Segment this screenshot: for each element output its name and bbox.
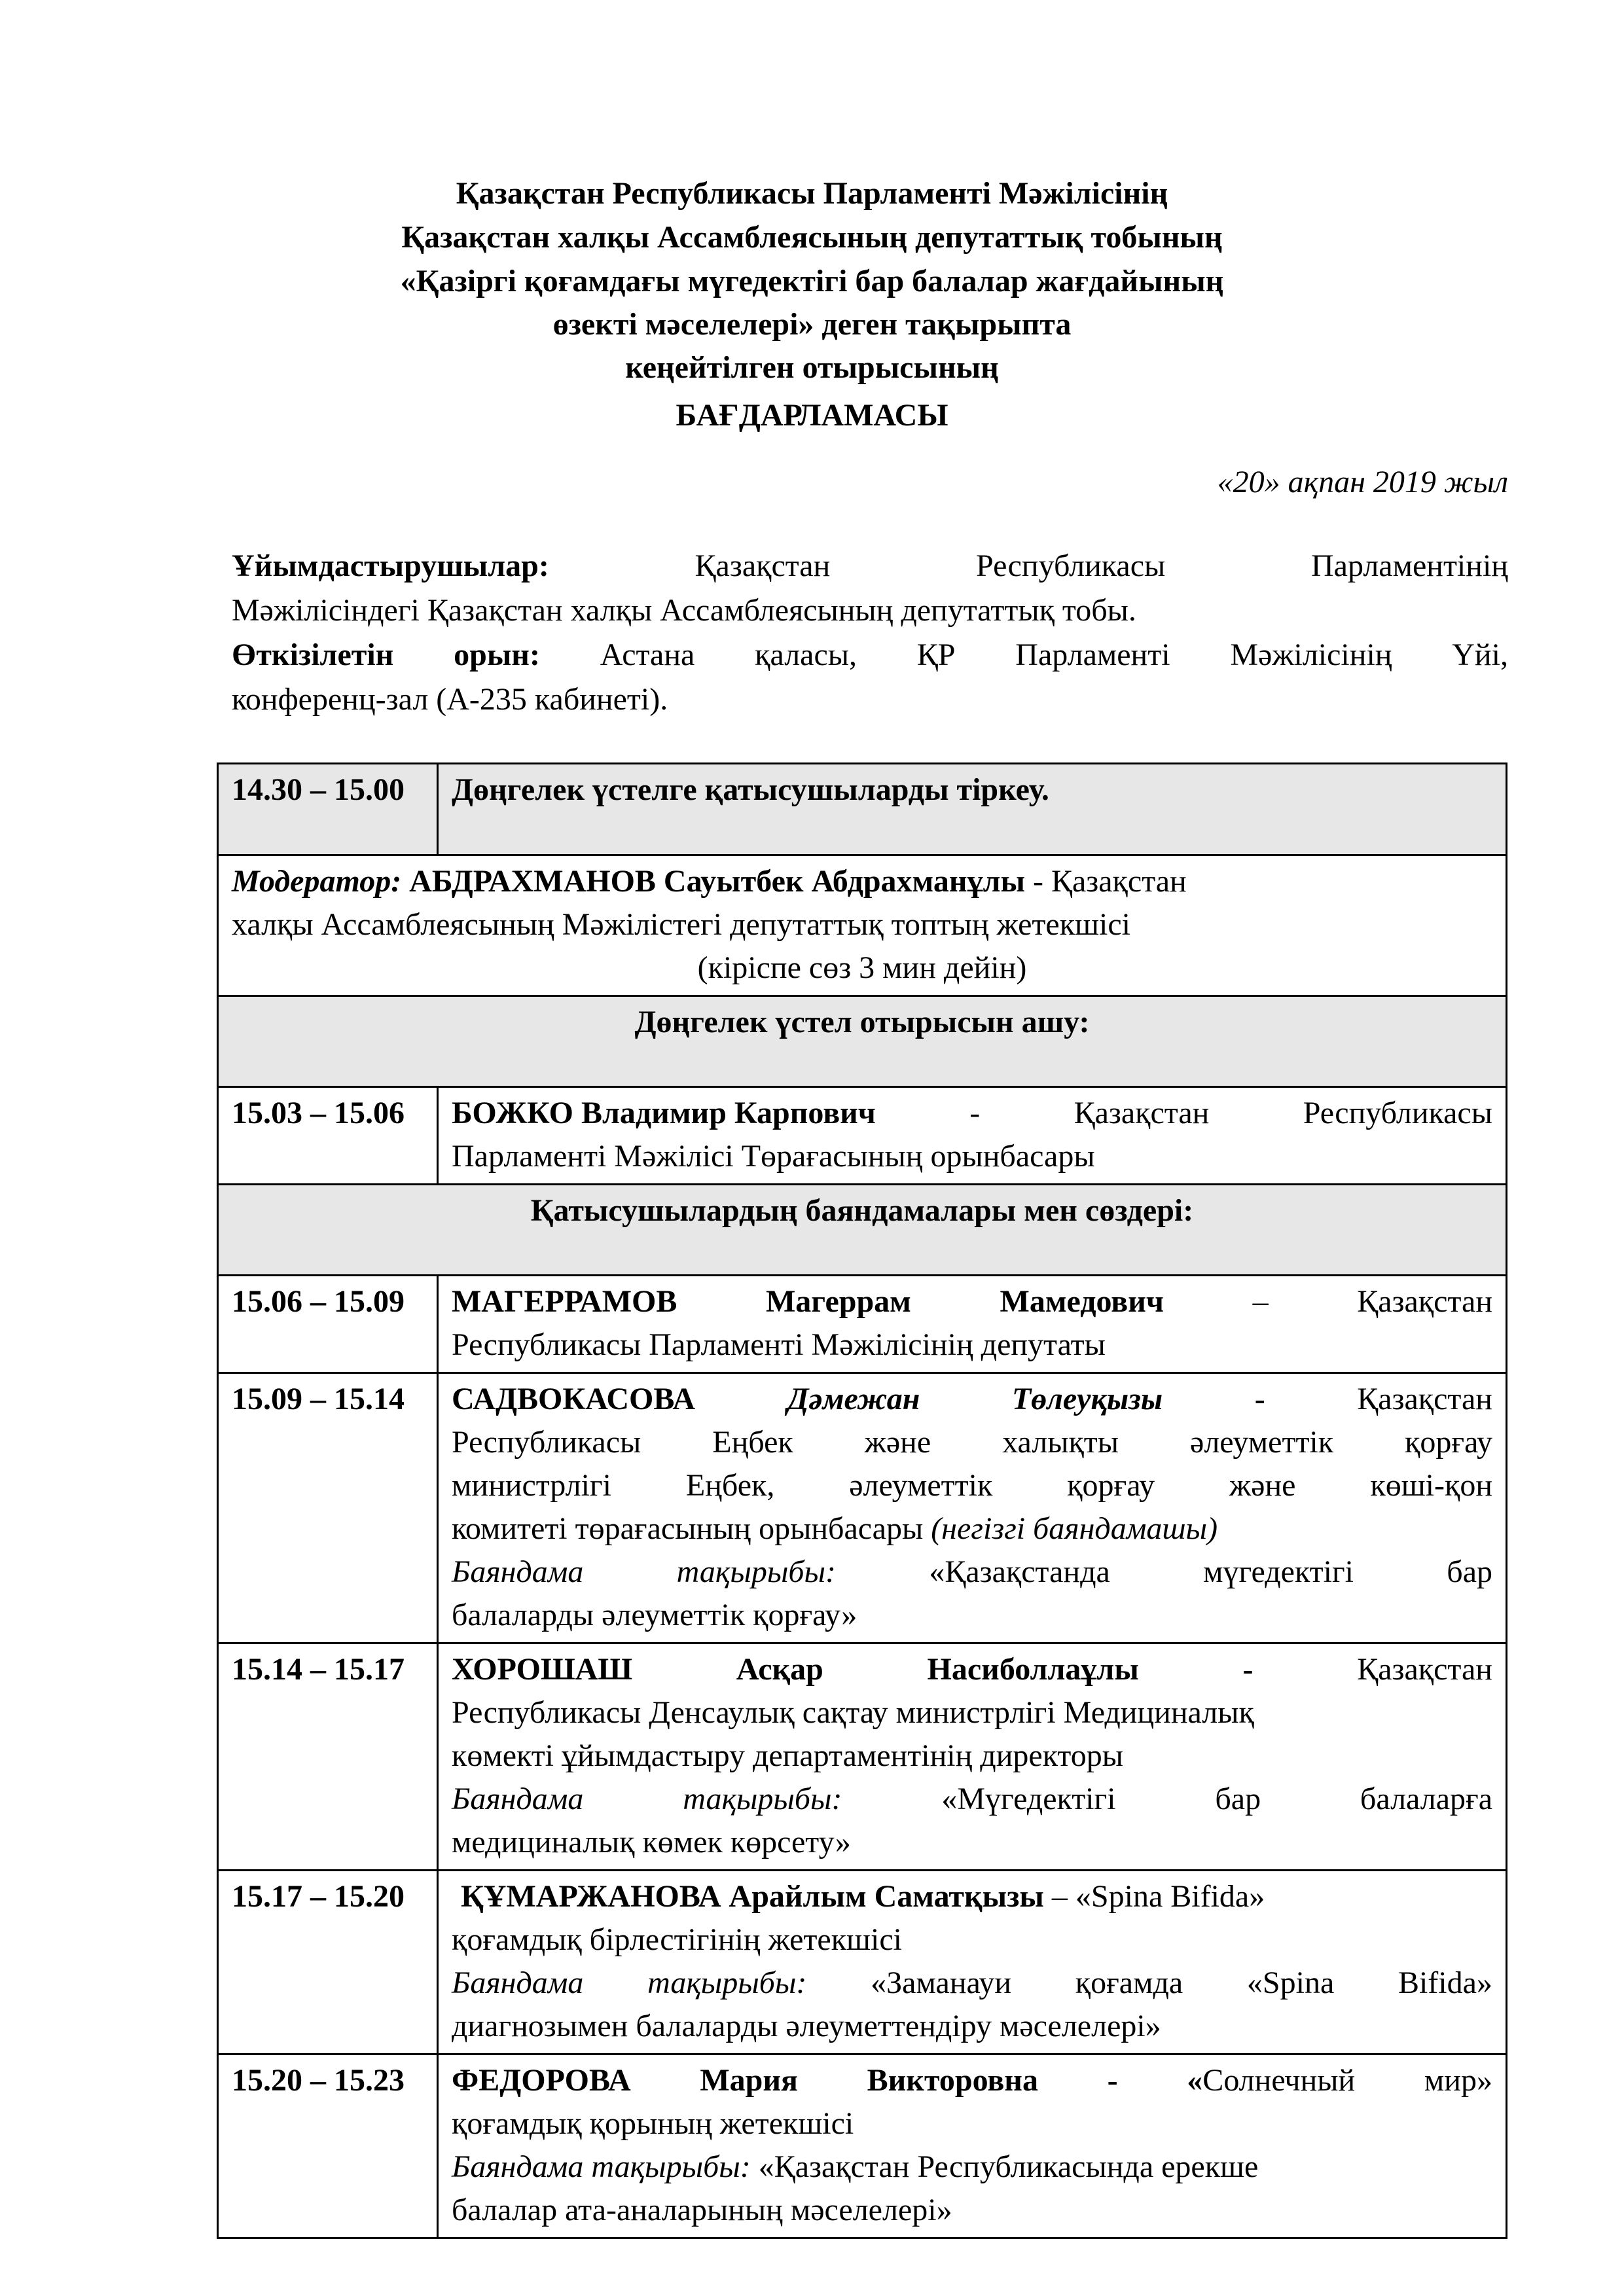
table-row	[218, 1087, 1507, 1185]
text: қоғамда	[1075, 1965, 1183, 2000]
time-cell	[218, 1087, 438, 1185]
speaker-name: Дәмежан	[787, 1382, 920, 1416]
speaker-role: Республикасы Денсаулық сақтау министрлігі Медициналық	[452, 1695, 1254, 1730]
registration-text: Дөңгелек үстелге қатысушыларды тіркеу.	[452, 772, 1049, 807]
word: ҚР	[916, 637, 956, 672]
text: министрлігі	[452, 1468, 611, 1503]
header-line: өзекті мәселелері» деген тақырыпта	[552, 307, 1072, 342]
text: және	[1229, 1468, 1296, 1503]
speaker-role: қоғамдық бірлестігінің жетекшісі	[452, 1922, 902, 1957]
time: 15.06 – 15.09	[232, 1284, 405, 1319]
moderator-note: (кіріспе сөз 3 мин дейін)	[697, 950, 1027, 985]
time: 15.09 – 15.14	[232, 1382, 405, 1416]
table-row	[218, 1643, 1507, 1871]
topic-line	[452, 1551, 1492, 1594]
topic-text: балалар ата-аналарының мәселелері»	[452, 2193, 952, 2227]
text: –	[1252, 1284, 1269, 1319]
topic-text: медициналық көмек көрсету»	[452, 1825, 851, 1859]
text: көші-қон	[1370, 1468, 1492, 1503]
word: қаласы,	[755, 637, 857, 672]
table-row	[218, 855, 1507, 996]
time-cell	[218, 1373, 438, 1643]
text: «Заманауи	[871, 1965, 1012, 2000]
topic-text: балаларды әлеуметтік қорғау»	[452, 1598, 857, 1632]
word: Үйі,	[1452, 637, 1508, 672]
time: 15.17 – 15.20	[232, 1879, 405, 1914]
document-header	[0, 171, 1624, 442]
speaker-role-line	[452, 1464, 1492, 1507]
speaker-role-line	[452, 1421, 1492, 1464]
speaker-name: Мария	[700, 2063, 798, 2098]
text: бар	[1447, 1554, 1492, 1589]
text: бар	[1215, 1782, 1261, 1816]
header-line: Қазақстан Республикасы Парламенті Мәжілісінің	[456, 176, 1168, 211]
content-cell	[438, 1276, 1507, 1373]
text: балаларға	[1360, 1782, 1492, 1816]
text: -	[1242, 1652, 1254, 1687]
text: «Spina	[1246, 1965, 1335, 2000]
table-row	[218, 1871, 1507, 2054]
header-line: «Қазіргі қоғамдағы мүгедектігі бар балалар жағдайының	[400, 264, 1224, 298]
text: «Қазақстан Республикасында ерекше	[750, 2149, 1259, 2184]
table-row	[218, 1276, 1507, 1373]
time: 15.20 – 15.23	[232, 2063, 405, 2098]
text: Bifida»	[1398, 1965, 1492, 2000]
content-cell	[438, 764, 1507, 855]
organizers-text: Мәжілісіндегі Қазақстан халқы Ассамблеясының депутаттық тобы.	[232, 593, 1136, 628]
text: комитеті төрағасының орынбасары	[452, 1511, 931, 1546]
content-cell	[438, 1087, 1507, 1185]
moderator-name: АБДРАХМАНОВ Сауытбек Абдрахманұлы	[409, 864, 1025, 899]
time-cell	[218, 1276, 438, 1373]
table-row	[218, 764, 1507, 855]
moderator-cell	[218, 855, 1507, 996]
word: Республикасы	[976, 548, 1166, 583]
content-cell	[438, 1871, 1507, 2054]
speaker-name: ХОРОШАШ	[452, 1652, 633, 1687]
text: -	[1107, 2063, 1118, 2098]
text: мүгедектігі	[1203, 1554, 1354, 1589]
text: «Қазақстанда	[929, 1554, 1110, 1589]
text: «	[1187, 2063, 1203, 2098]
topic-label: Баяндама	[452, 1965, 584, 2000]
speaker-name: Викторовна	[867, 2063, 1038, 2098]
venue-label: орын:	[454, 637, 540, 672]
text: Республикасы	[452, 1425, 641, 1460]
speaker-name: САДВОКАСОВА	[452, 1382, 696, 1416]
text: әлеуметтік	[1190, 1425, 1334, 1460]
info-block	[232, 544, 1508, 722]
text: әлеуметтік	[849, 1468, 993, 1503]
topic-label: тақырыбы:	[683, 1782, 842, 1816]
text: Қазақстан	[1357, 1284, 1492, 1319]
venue-text: конференц-зал (А-235 кабинеті).	[232, 682, 668, 717]
speaker-name: Насиболлаұлы	[927, 1652, 1139, 1687]
speaker-line	[452, 1648, 1492, 1691]
table-row	[218, 996, 1507, 1087]
speaker-name: Төлеуқызы	[1011, 1382, 1163, 1416]
time: 15.14 – 15.17	[232, 1652, 405, 1687]
topic-label: тақырыбы:	[676, 1554, 837, 1589]
text: -	[1254, 1382, 1265, 1416]
program-table	[217, 762, 1507, 2239]
content-cell	[438, 1373, 1507, 1643]
text: қорғау	[1067, 1468, 1155, 1503]
speaker-line	[452, 1378, 1492, 1421]
table-row	[218, 1373, 1507, 1643]
text: -	[969, 1096, 981, 1130]
speaker-name: ФЕДОРОВА	[452, 2063, 631, 2098]
word: Қазақстан	[695, 548, 831, 583]
speaker-role: қоғамдық қорының жетекшісі	[452, 2106, 854, 2141]
speaker-line	[452, 2059, 1492, 2102]
venue-line	[232, 633, 1508, 677]
speaker-line	[452, 1092, 1492, 1135]
organizers-line	[232, 544, 1508, 588]
topic-label: тақырыбы:	[647, 1965, 807, 2000]
speaker-role: көмекті ұйымдастыру департаментінің директоры	[452, 1738, 1123, 1773]
text: «Мүгедектігі	[941, 1782, 1116, 1816]
header-line: Қазақстан халқы Ассамблеясының депутаттық тобының	[401, 220, 1223, 255]
section-header: Қатысушылардың баяндамалары мен сөздері:	[218, 1185, 1507, 1276]
time: 15.03 – 15.06	[232, 1096, 405, 1130]
speaker-name: Мамедович	[1000, 1284, 1164, 1319]
text: – «Spina Bifida»	[1043, 1879, 1265, 1914]
moderator-role: халқы Ассамблеясының Мәжілістегі депутаттық топтың жетекшісі	[232, 907, 1130, 942]
text: Қазақстан	[1074, 1096, 1210, 1130]
speaker-name: ҚҰМАРЖАНОВА Арайлым Саматқызы	[461, 1879, 1044, 1914]
time-cell	[218, 1871, 438, 2054]
text: Солнечный	[1202, 2063, 1356, 2098]
time-cell	[218, 1643, 438, 1871]
topic-label: Баяндама	[452, 1782, 584, 1816]
topic-label: Баяндама	[452, 1554, 584, 1589]
word: Парламентінің	[1310, 548, 1508, 583]
text: Еңбек	[712, 1425, 793, 1460]
organizers-label: Ұйымдастырушылар:	[232, 548, 549, 583]
document-title: БАҒДАРЛАМАСЫ	[676, 398, 948, 433]
speaker-name: БОЖКО Владимир Карпович	[452, 1096, 876, 1130]
speaker-note: (негізгі баяндамашы)	[931, 1511, 1218, 1546]
text: Республикасы	[1303, 1096, 1492, 1130]
topic-text: диагнозымен балаларды әлеуметтендіру мәселелері»	[452, 2009, 1161, 2043]
time-cell	[218, 2054, 438, 2238]
speaker-name: Магеррам	[766, 1284, 911, 1319]
word: Мәжілісінің	[1230, 637, 1392, 672]
word: Астана	[600, 637, 695, 672]
text: - Қазақстан	[1024, 864, 1187, 899]
header-line: кеңейтілген отырысының	[625, 350, 999, 385]
table-row	[218, 1185, 1507, 1276]
document-date: «20» ақпан 2019 жыл	[1217, 465, 1508, 499]
text: Қазақстан	[1357, 1652, 1492, 1687]
topic-label: Баяндама тақырыбы:	[452, 2149, 751, 2184]
word: Парламенті	[1015, 637, 1170, 672]
time: 14.30 – 15.00	[232, 772, 405, 807]
text: Еңбек,	[685, 1468, 775, 1503]
time-cell	[218, 764, 438, 855]
venue-label: Өткізілетін	[232, 637, 394, 672]
speaker-name: Асқар	[736, 1652, 823, 1687]
speaker-role-line	[452, 1507, 1492, 1551]
speaker-role: Республикасы Парламенті Мәжілісінің депутаты	[452, 1327, 1106, 1362]
topic-line	[452, 1778, 1492, 1821]
moderator-line	[232, 860, 1492, 903]
content-cell	[438, 2054, 1507, 2238]
text: және	[864, 1425, 931, 1460]
speaker-line	[452, 1280, 1492, 1323]
text: Қазақстан	[1357, 1382, 1492, 1416]
text: мир»	[1424, 2063, 1492, 2098]
speaker-line	[452, 1875, 1492, 1918]
section-header: Дөңгелек үстел отырысын ашу:	[218, 996, 1507, 1087]
speaker-name: МАГЕРРАМОВ	[452, 1284, 677, 1319]
topic-line	[452, 1962, 1492, 2005]
moderator-label: Модератор:	[232, 864, 402, 899]
table-row	[218, 2054, 1507, 2238]
topic-line	[452, 2145, 1492, 2189]
text: қорғау	[1405, 1425, 1492, 1460]
text: халықты	[1002, 1425, 1119, 1460]
speaker-role: Парламенті Мәжілісі Төрағасының орынбасары	[452, 1139, 1095, 1174]
content-cell	[438, 1643, 1507, 1871]
